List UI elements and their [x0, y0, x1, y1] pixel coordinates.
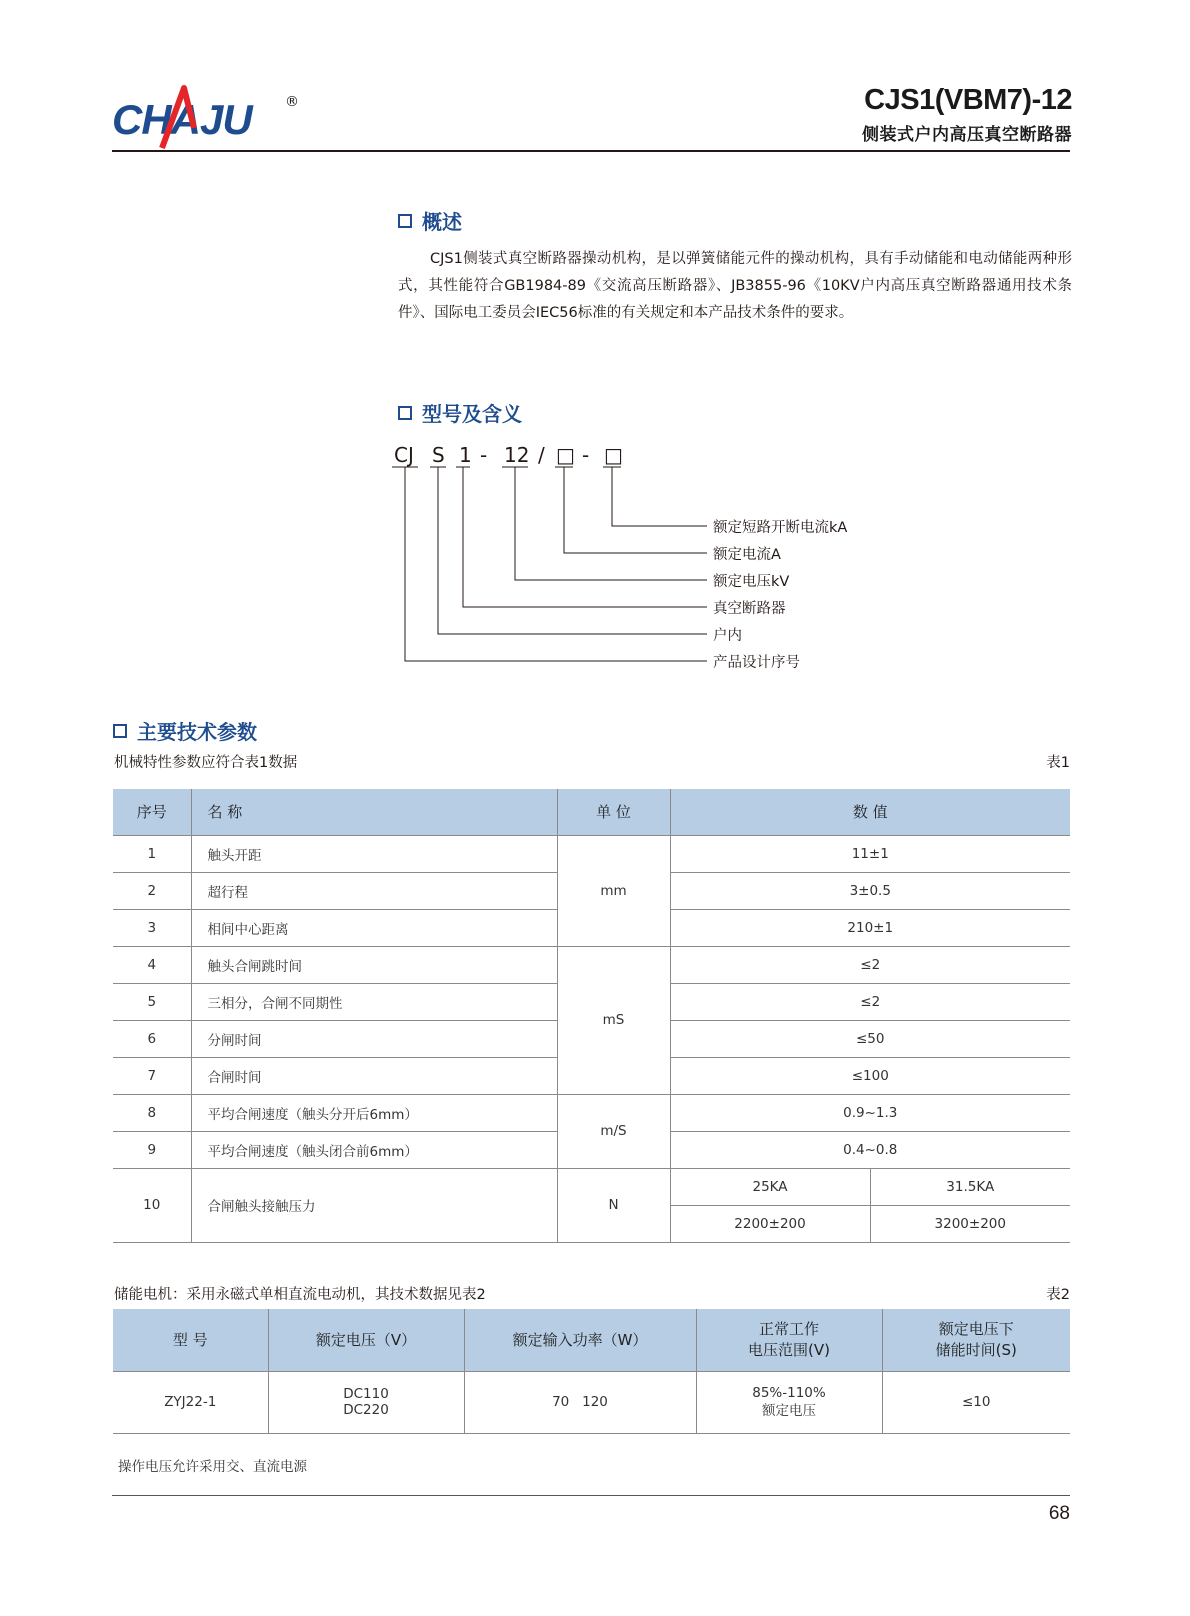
cell-no: 7	[113, 1057, 191, 1094]
cell-value: 0.9~1.3	[670, 1094, 1070, 1131]
table-row	[113, 1168, 1070, 1205]
code-part-12: 12	[504, 443, 530, 467]
checkbox-square-icon	[398, 214, 412, 228]
section-model-title	[398, 398, 522, 427]
cell-voltage-line2: DC220	[343, 1402, 389, 1418]
overview-paragraph: CJS1侧装式真空断路器操动机构，是以弹簧储能元件的操动机构，具有手动储能和电动储能两种形式，其性能符合GB1984-89《交流高压断路器》、JB3855-96《10KV户内高压真空断路器通用技术条件》、国际电工委员会IEC56标准的有关规定和本产品技术条件的要求。	[398, 251, 1072, 321]
table1-label: 表1	[1046, 755, 1070, 771]
cell-power: 70 120	[464, 1371, 696, 1433]
header-unit: 单 位	[557, 789, 670, 835]
code-part-box2: □	[604, 443, 623, 467]
header-range-line2: 电压范围(V)	[748, 1340, 830, 1359]
model-code-diagram	[392, 440, 912, 700]
cell-voltage	[268, 1371, 464, 1433]
cell-value: 3±0.5	[670, 872, 1070, 909]
cell-unit: N	[557, 1168, 670, 1242]
section-params-title	[113, 716, 257, 745]
cell-unit: mm	[557, 835, 670, 946]
header-name: 名 称	[191, 789, 557, 835]
table-row	[113, 946, 1070, 983]
cell-voltage-line1: DC110	[343, 1386, 389, 1402]
cell-subheader-31-5ka: 31.5KA	[870, 1168, 1070, 1205]
cell-range	[696, 1371, 882, 1433]
legend-vacuum-breaker: 真空断路器	[713, 601, 786, 617]
table1-caption: 机械特性参数应符合表1数据	[114, 755, 298, 771]
cell-no: 1	[113, 835, 191, 872]
code-part-box1: □	[556, 443, 575, 467]
cell-range-line1: 85%-110%	[752, 1385, 826, 1401]
code-part-dash2: -	[582, 443, 590, 467]
header-subtitle: 侧装式户内高压真空断路器	[862, 125, 1072, 145]
header-range-line1: 正常工作	[758, 1319, 819, 1338]
code-part-cj: CJ	[394, 443, 414, 467]
header-power: 额定输入功率（W）	[464, 1309, 696, 1371]
cell-range-line2: 额定电压	[762, 1403, 816, 1419]
cell-name: 平均合闸速度（触头闭合前6mm）	[191, 1131, 557, 1168]
cell-no: 2	[113, 872, 191, 909]
legend-design-serial: 产品设计序号	[713, 655, 800, 671]
footer-divider	[112, 1495, 1070, 1496]
header-range	[696, 1309, 882, 1371]
header-time-line2: 储能时间(S)	[935, 1340, 1017, 1359]
header-model: CJS1(VBM7)-12	[864, 84, 1072, 116]
code-part-s: S	[432, 443, 445, 467]
chaju-logo-icon	[112, 82, 312, 154]
table2-caption: 储能电机：采用永磁式单相直流电动机，其技术数据见表2	[114, 1287, 486, 1303]
mechanical-params-table	[113, 789, 1070, 1243]
header-model: 型 号	[113, 1309, 268, 1371]
code-part-dash1: -	[480, 443, 488, 467]
header-time	[882, 1309, 1070, 1371]
cell-no: 9	[113, 1131, 191, 1168]
header-time-line1: 额定电压下	[938, 1319, 1014, 1338]
header-no: 序号	[113, 789, 191, 835]
cell-value: ≤2	[670, 946, 1070, 983]
table-header-row	[113, 1309, 1070, 1371]
cell-unit: m/S	[557, 1094, 670, 1168]
cell-no: 3	[113, 909, 191, 946]
cell-value: 210±1	[670, 909, 1070, 946]
cell-time: ≤10	[882, 1371, 1070, 1433]
cell-value: 11±1	[670, 835, 1070, 872]
section-overview-title	[398, 206, 462, 235]
code-part-1: 1	[459, 443, 472, 467]
cell-value: 3200±200	[870, 1205, 1070, 1242]
header-value: 数 值	[670, 789, 1070, 835]
cell-name: 触头合闸跳时间	[191, 946, 557, 983]
cell-name: 合闸时间	[191, 1057, 557, 1094]
header-voltage: 额定电压（V）	[268, 1309, 464, 1371]
cell-no: 10	[113, 1168, 191, 1242]
table-row	[113, 1094, 1070, 1131]
cell-model: ZYJ22-1	[113, 1371, 268, 1433]
cell-value: ≤100	[670, 1057, 1070, 1094]
overview-text	[398, 246, 1072, 327]
cell-subheader-25ka: 25KA	[670, 1168, 870, 1205]
cell-unit: mS	[557, 946, 670, 1094]
footnote: 操作电压允许采用交、直流电源	[118, 1459, 307, 1475]
table-row	[113, 1371, 1070, 1433]
checkbox-square-icon	[113, 724, 127, 738]
cell-name: 触头开距	[191, 835, 557, 872]
cell-value: 0.4~0.8	[670, 1131, 1070, 1168]
code-part-slash: /	[538, 443, 545, 467]
legend-rated-current: 额定电流A	[713, 547, 781, 563]
cell-value: ≤2	[670, 983, 1070, 1020]
cell-name: 超行程	[191, 872, 557, 909]
cell-no: 4	[113, 946, 191, 983]
brand-logo	[112, 82, 312, 154]
legend-breaking-current: 额定短路开断电流kA	[713, 520, 848, 536]
cell-no: 5	[113, 983, 191, 1020]
table-header-row	[113, 789, 1070, 835]
page-number: 68	[1048, 1503, 1070, 1524]
cell-name: 分闸时间	[191, 1020, 557, 1057]
cell-name: 相间中心距离	[191, 909, 557, 946]
legend-rated-voltage: 额定电压kV	[713, 574, 790, 590]
section-title-text: 型号及含义	[422, 402, 522, 426]
cell-no: 6	[113, 1020, 191, 1057]
cell-value: ≤50	[670, 1020, 1070, 1057]
registered-mark: ®	[285, 94, 299, 110]
checkbox-square-icon	[398, 406, 412, 420]
motor-data-table	[113, 1309, 1070, 1434]
cell-name: 平均合闸速度（触头分开后6mm）	[191, 1094, 557, 1131]
logo-wordmark: CHAJU	[112, 96, 252, 143]
table-row	[113, 835, 1070, 872]
table2-label: 表2	[1046, 1287, 1070, 1303]
cell-name: 三相分，合闸不同期性	[191, 983, 557, 1020]
legend-indoor: 户内	[713, 628, 742, 644]
cell-no: 8	[113, 1094, 191, 1131]
cell-value: 2200±200	[670, 1205, 870, 1242]
header-divider	[112, 150, 1070, 152]
cell-name: 合闸触头接触压力	[191, 1168, 557, 1242]
section-title-text: 概述	[422, 210, 462, 234]
section-title-text: 主要技术参数	[137, 720, 257, 744]
